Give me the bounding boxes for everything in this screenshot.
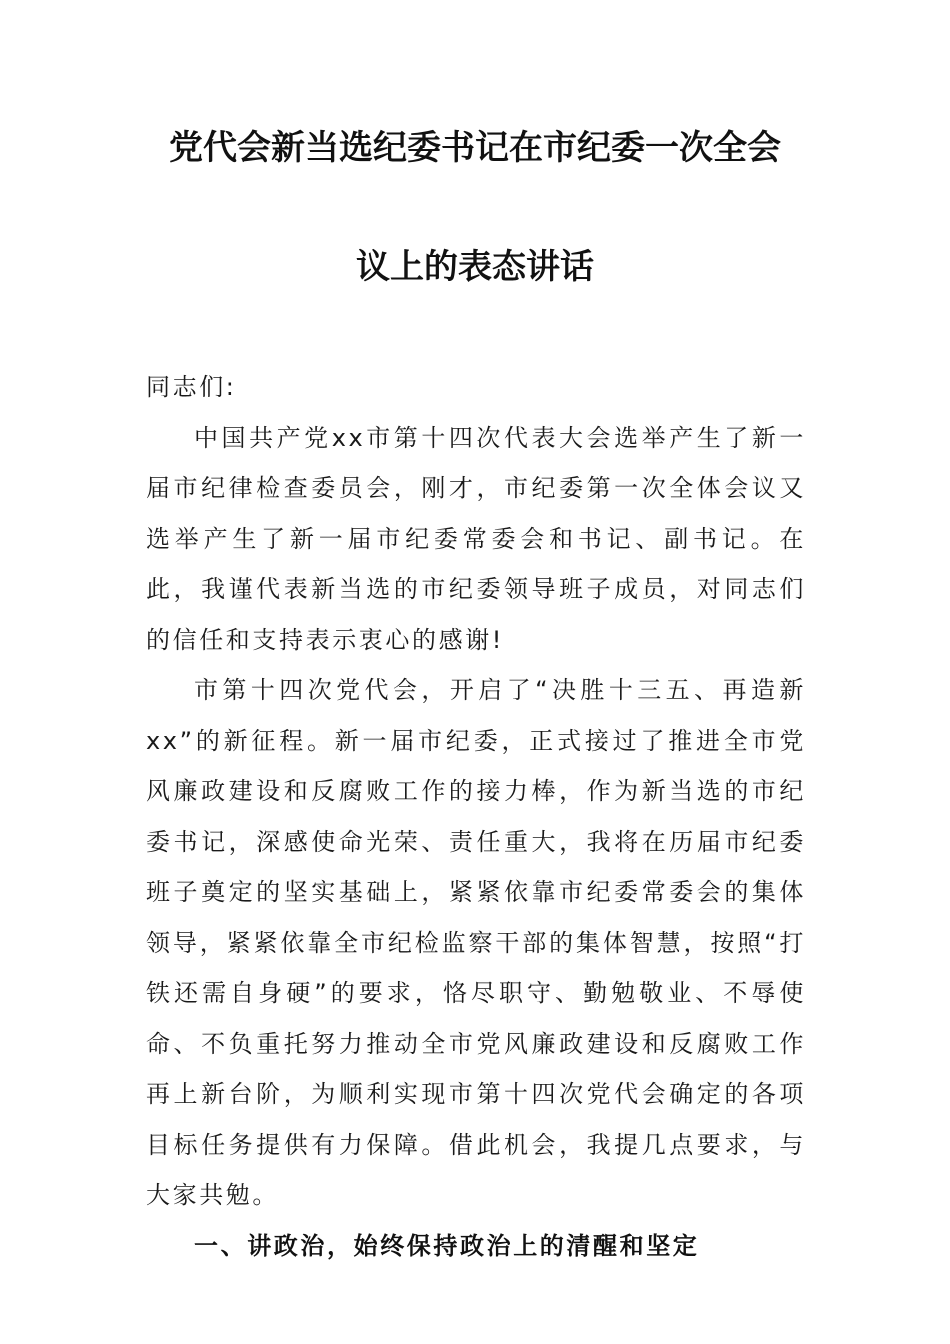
document-title-line-1: 党代会新当选纪委书记在市纪委一次全会 — [169, 128, 781, 168]
salutation: 同志们: — [146, 373, 237, 401]
document-body — [146, 362, 806, 1271]
section-heading: 一、讲政治，始终保持政治上的清醒和坚定 — [194, 1231, 700, 1260]
paragraph-1: 中国共产党xx市第十四次代表大会选举产生了新一届市纪律检查委员会，刚才，市纪委第一次全体会议又选举产生了新一届市纪委常委会和书记、副书记。在此，我谨代表新当选的市纪委领导班子成员，对同志们的信任和支持表示衷心的感谢! — [146, 423, 806, 654]
document-title-line-2: 议上的表态讲话 — [356, 247, 594, 287]
paragraph-2: 市第十四次党代会，开启了“决胜十三五、再造新xx”的新征程。新一届市纪委，正式接过了推进全市党风廉政建设和反腐败工作的接力棒，作为新当选的市纪委书记，深感使命光荣、责任重大，我将在历届市纪委班子奠定的坚实基础上，紧紧依靠市纪委常委会的集体领导，紧紧依靠全市纪检监察干部的集体智慧，按照“打铁还需自身硬”的要求，恪尽职守、勤勉敬业、不辱使命、不负重托努力推动全市党风廉政建设和反腐败工作再上新台阶，为顺利实现市第十四次党代会确定的各项目标任务提供有力保障。借此机会，我提几点要求，与大家共勉。 — [146, 676, 806, 1209]
